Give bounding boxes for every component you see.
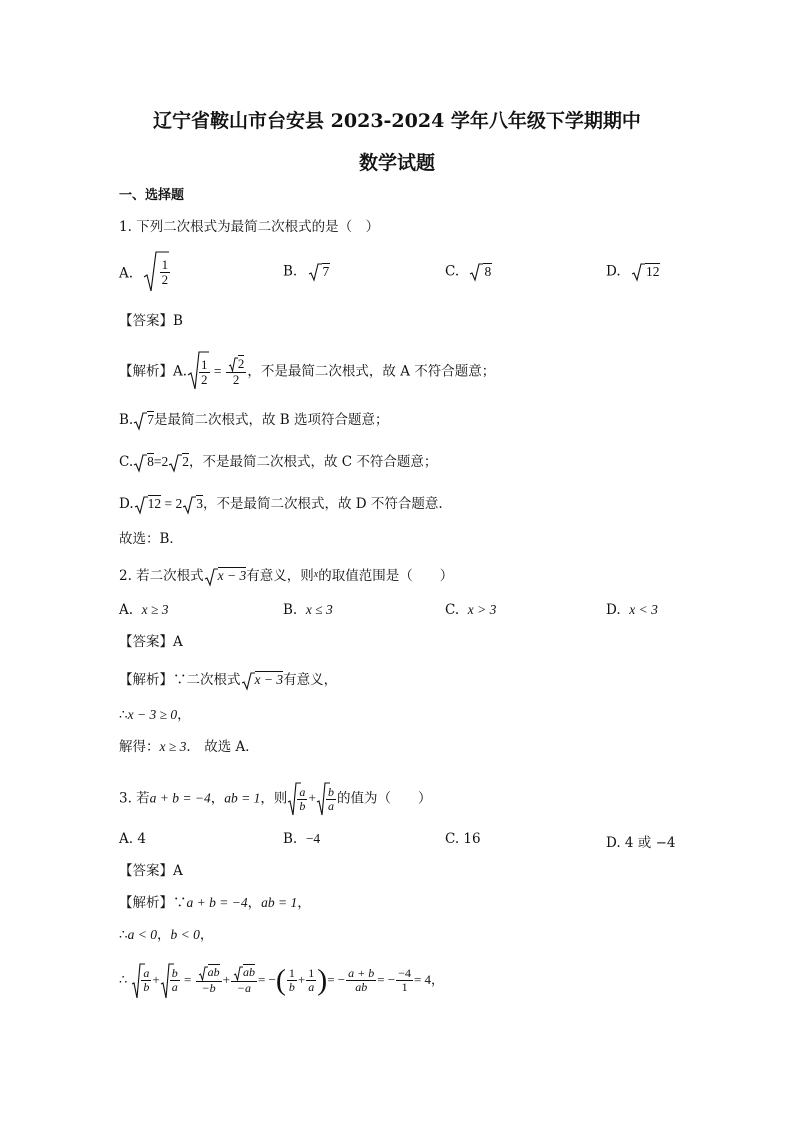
q3-option-c: C. 16	[445, 831, 481, 847]
fraction-denominator: a	[171, 980, 178, 994]
plus: +	[152, 972, 160, 987]
option-value: −4	[305, 831, 321, 846]
q3-step	[119, 925, 213, 945]
fraction-numerator: 1	[308, 966, 315, 981]
q1-option-d-label: D.	[606, 263, 621, 280]
plus: +	[222, 972, 230, 987]
sqrt-symbol	[469, 263, 483, 281]
q1-option-c-label: C.	[445, 263, 460, 280]
equals: = −	[327, 972, 346, 987]
punctuation: ，	[156, 927, 171, 943]
fraction-denominator: 1	[401, 980, 408, 994]
option-label: D.	[606, 602, 621, 618]
radicand: 12	[645, 263, 660, 279]
q1-explanation-a: 【解析】A. $\frac{1}{2}$ = $\frac{2}{2}$ ，不是最简二次根式，故 A 不符合题意；	[119, 352, 495, 392]
fraction	[297, 786, 307, 812]
right-paren: )	[317, 963, 328, 997]
fraction-numerator: −4	[398, 966, 411, 981]
sqrt-symbol	[182, 496, 196, 514]
fraction	[287, 967, 297, 993]
sqrt-symbol	[241, 672, 255, 690]
fraction-denominator: a	[308, 980, 315, 994]
option-expression: x < 3	[629, 602, 658, 617]
punctuation: ，	[210, 790, 225, 807]
q1-option-b	[283, 263, 330, 281]
explanation-prefix: D.	[119, 496, 134, 512]
q2-option-c	[445, 602, 496, 618]
therefore-symbol: ∴	[119, 927, 128, 943]
stem-text: 2. 若二次根式	[119, 568, 204, 584]
fraction-denominator: a	[328, 798, 335, 813]
radicand: x − 3	[254, 672, 284, 687]
q3-stem	[119, 782, 432, 816]
sqrt-symbol	[631, 263, 645, 281]
q1-option-a-label: A.	[119, 265, 134, 282]
fraction-denominator: −b	[201, 981, 216, 996]
radicand: 8	[147, 454, 154, 469]
inequality: b < 0	[170, 927, 200, 942]
radicand: 2	[182, 454, 190, 469]
variable: x	[313, 569, 319, 580]
radicand: 3	[196, 496, 204, 511]
equals: = −	[257, 972, 276, 987]
q3-derivation: ∴ $\frac{a}{b}$ + $\frac{b}{a}$ = $\frac{ab}{-b}$ + $\frac{ab}{-a}$ = −( $\frac{1}{b}$ + $\frac{1}{a}$ )= − $\frac{a + b}{ab}$ = − $\frac{-4}{1}$ = 4，	[119, 963, 445, 997]
fraction-denominator: 2	[201, 371, 208, 387]
sqrt-symbol	[134, 496, 148, 514]
fraction-numerator: a	[299, 784, 306, 799]
explanation-prefix: C.	[119, 454, 134, 470]
radicand: ab	[242, 965, 255, 980]
stem-text: 3. 若	[119, 790, 150, 807]
explanation-label: 【解析】∵	[119, 895, 187, 911]
q1-explanation-c	[119, 452, 437, 472]
fraction-numerator: a	[143, 966, 150, 981]
fraction	[396, 967, 413, 993]
q3-answer: 【答案】A	[119, 863, 183, 879]
radicand: 7	[322, 263, 330, 279]
fraction-numerator: 1	[288, 966, 295, 981]
fraction-numerator: b	[328, 784, 335, 799]
radicand: x − 3	[217, 568, 247, 583]
q2-answer: 【答案】A	[119, 634, 183, 650]
q3-option-d: D. 4 或 −4	[606, 835, 676, 851]
fraction-denominator: b	[143, 980, 150, 994]
page-title: 辽宁省鞍山市台安县 2023-2024 学年八年级下学期期中	[153, 110, 641, 132]
explanation-prefix: B.	[119, 412, 134, 428]
inequality: x ≥ 3	[159, 739, 187, 754]
option-label: B.	[283, 602, 298, 618]
fraction-numerator: 1	[201, 356, 208, 372]
stem-text: 有意义，则	[246, 568, 314, 584]
left-paren: (	[275, 963, 286, 997]
radicand: 7	[147, 412, 154, 427]
fraction-numerator: a + b	[348, 966, 375, 981]
option-label: C.	[445, 602, 460, 618]
q1-explanation-d	[119, 494, 443, 514]
equals: =2	[153, 454, 169, 469]
explanation-label: 【解析】A.	[119, 363, 188, 380]
punctuation: ，	[431, 973, 445, 988]
radicand: 2	[237, 355, 245, 371]
fraction	[226, 357, 247, 387]
page-subtitle: 数学试题	[358, 152, 435, 174]
fraction	[346, 967, 376, 993]
therefore-symbol: ∴	[119, 707, 128, 723]
therefore-symbol: ∴	[119, 973, 128, 988]
sqrt-symbol	[228, 357, 238, 372]
sqrt-symbol	[308, 263, 322, 281]
radicand: 12	[147, 496, 162, 511]
sqrt-symbol	[233, 966, 243, 981]
fraction	[196, 966, 222, 995]
sqrt-symbol	[133, 412, 147, 430]
stem-text: ，则	[260, 790, 288, 807]
q2-stem	[119, 565, 453, 586]
q1-stem: 1. 下列二次根式为最简二次根式的是（ ）	[119, 219, 380, 235]
punctuation: ，	[247, 895, 262, 911]
fraction-denominator: 2	[161, 271, 169, 287]
stem-text: 的值为（ ）	[337, 790, 432, 807]
q3-explanation	[119, 893, 311, 913]
option-label: A.	[119, 602, 134, 618]
punctuation: ，	[199, 927, 214, 943]
section-heading: 一、选择题	[119, 188, 185, 203]
sqrt-symbol	[204, 568, 218, 586]
sqrt-symbol	[198, 966, 208, 981]
solution-label: 解得：	[119, 739, 160, 755]
q1-option-c	[445, 263, 492, 281]
result: = 4	[413, 972, 432, 987]
option-label: B.	[283, 831, 298, 847]
sqrt-symbol	[168, 454, 182, 472]
fraction	[231, 966, 257, 995]
fraction	[326, 786, 336, 812]
condition: a + b = −4	[149, 790, 211, 806]
fraction	[306, 967, 316, 993]
sqrt-symbol	[187, 351, 209, 391]
fraction-numerator: b	[171, 966, 178, 981]
fraction-denominator: ab	[355, 980, 368, 994]
fraction	[141, 967, 151, 993]
explanation-text: 有意义，	[283, 672, 338, 688]
equals: = 2	[161, 496, 183, 511]
q1-answer: 【答案】B	[119, 313, 183, 329]
punctuation: ，	[297, 895, 311, 911]
q2-explanation	[119, 670, 337, 690]
fraction-numerator: 1	[161, 256, 169, 272]
condition: ab = 1	[261, 895, 298, 910]
solution-text: ． 故选 A．	[186, 739, 259, 755]
q2-step	[119, 705, 191, 725]
fraction-denominator: b	[299, 798, 306, 813]
q1-conclusion: 故选：B．	[119, 531, 183, 547]
option-expression: x ≤ 3	[305, 602, 333, 617]
equals: = −	[377, 972, 396, 987]
q1-explanation-b	[119, 410, 388, 430]
explanation-text: ，不是最简二次根式，故 D 不符合题意.	[203, 496, 443, 512]
radicand: 8	[484, 263, 492, 279]
option-expression: x > 3	[467, 602, 497, 617]
stem-text: 的取值范围是（ ）	[318, 568, 454, 584]
q1-option-d	[606, 263, 660, 281]
plus: +	[297, 972, 306, 987]
sqrt-symbol	[133, 454, 147, 472]
fraction-denominator: b	[288, 980, 295, 994]
inequality: a < 0	[127, 927, 157, 942]
q1-option-b-label: B.	[283, 263, 298, 280]
inequality: x − 3 ≥ 0	[127, 707, 178, 722]
plus: +	[308, 790, 317, 806]
q1-option-a	[119, 253, 180, 295]
radicand: ab	[207, 965, 220, 980]
q3-option-b	[283, 831, 320, 847]
explanation-text: ，不是最简二次根式，故 C 不符合题意；	[189, 454, 438, 470]
fraction	[170, 967, 180, 993]
explanation-text: ，不是最简二次根式，故 A 不符合题意；	[247, 363, 496, 380]
explanation-text: 【解析】∵二次根式	[119, 672, 241, 688]
q2-option-b	[283, 602, 333, 618]
q1-option-a-fraction	[160, 258, 171, 286]
option-expression: x ≥ 3	[141, 602, 169, 617]
punctuation: ，	[177, 707, 191, 723]
q2-solution	[119, 737, 259, 757]
condition: ab = 1	[224, 790, 261, 806]
q2-option-a	[119, 602, 169, 618]
explanation-text: 是最简二次根式，故 B 选项符合题意；	[153, 412, 389, 428]
condition: a + b = −4	[186, 895, 248, 910]
fraction-denominator: −a	[236, 981, 251, 996]
q2-option-d	[606, 602, 658, 618]
q3-option-a: A. 4	[119, 831, 146, 847]
fraction-denominator: 2	[232, 372, 240, 388]
